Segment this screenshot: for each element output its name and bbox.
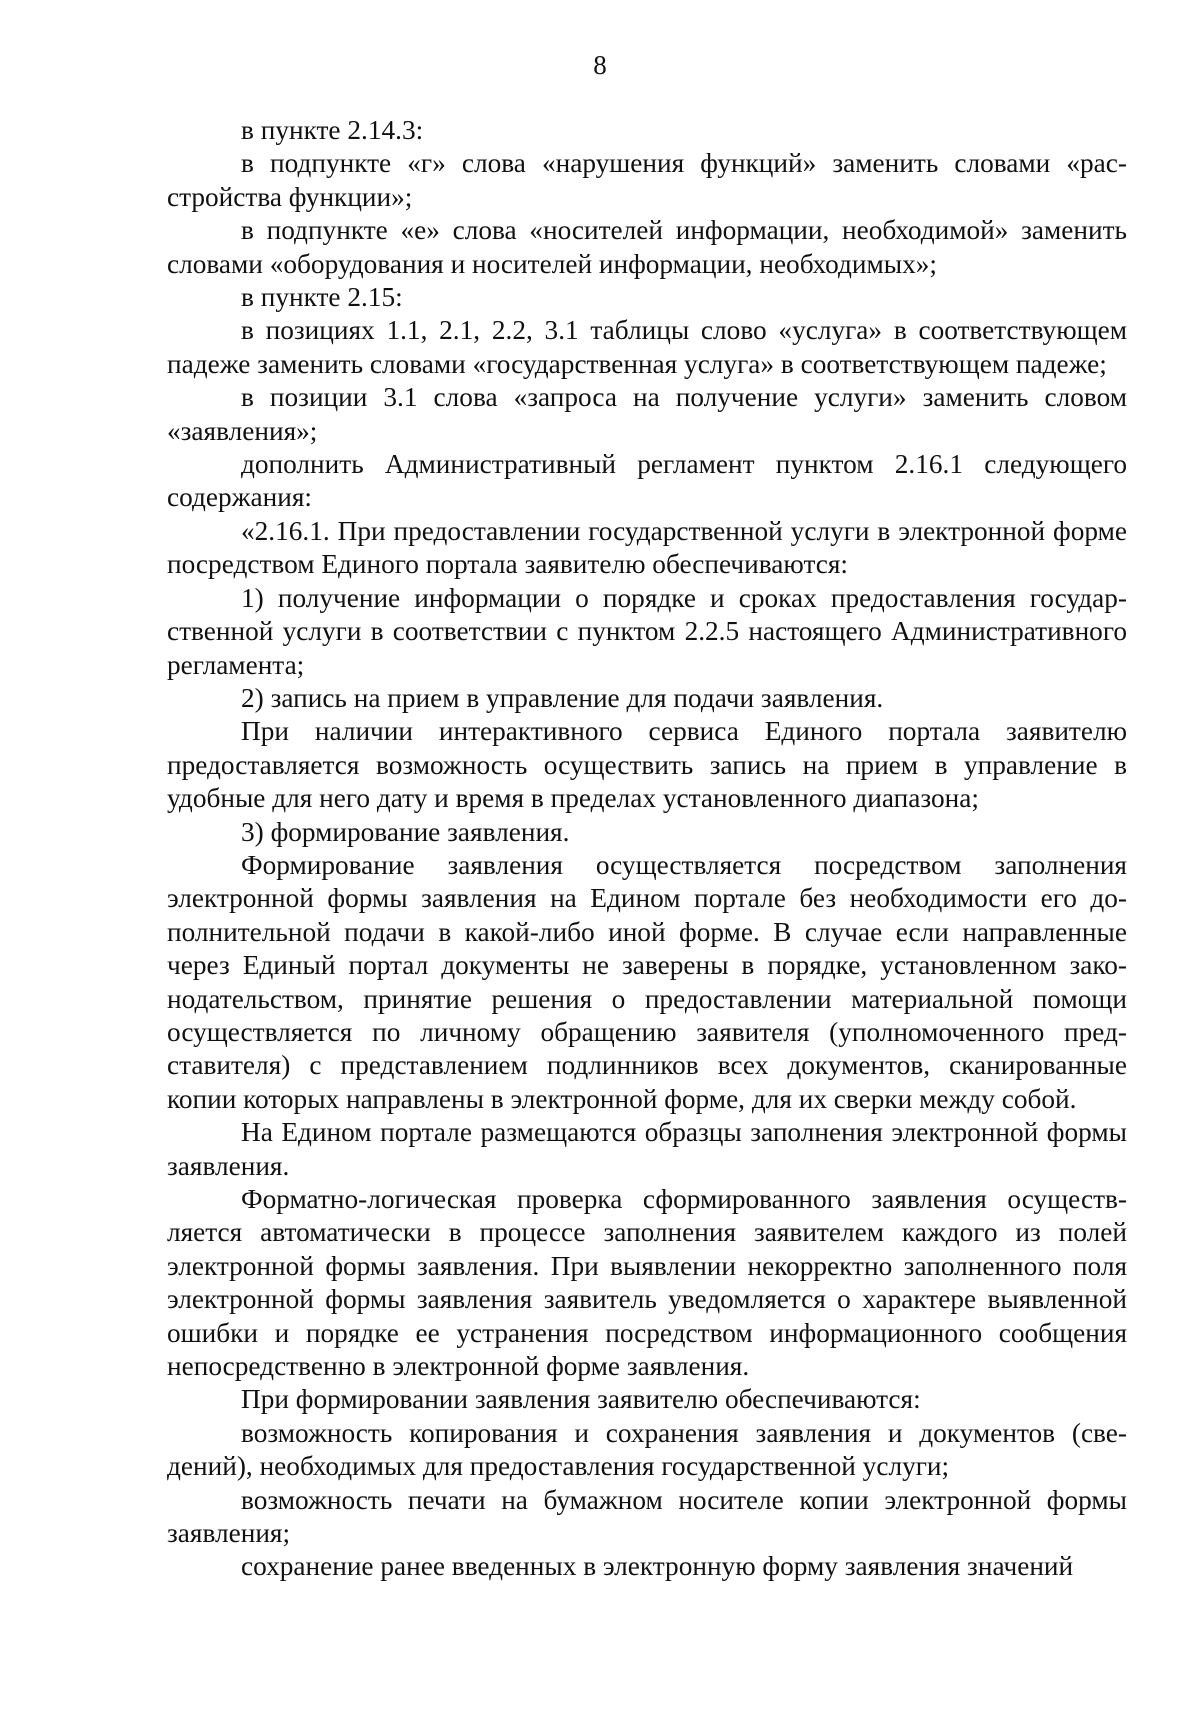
paragraph: в позиции 3.1 слова «запроса на получение услуги» заменить словом «заявления»; [167,382,1127,446]
paragraph: 1) получение информации о порядке и сроках предоставления государственной услуги в соответствии с пунктом 2.2.5 настоящего Административного регламента; [167,582,1127,680]
paragraph: в подпункте «г» слова «нарушения функций» заменить словами «расстройства функции»; [167,148,1127,212]
paragraph: На Едином портале размещаются образцы заполнения электронной формы заявления. [167,1117,1127,1181]
paragraph: сохранение ранее введенных в электронную форму заявления значений [241,1551,1074,1582]
paragraph: 3) формирование заявления. [241,816,570,847]
paragraph: «2.16.1. При предоставлении государственной услуги в электронной форме посредством Единого портала заявителю обеспечиваются: [167,515,1127,580]
paragraph: дополнить Административный регламент пунктом 2.16.1 следующего содержания: [167,449,1127,513]
paragraph: возможность печати на бумажном носителе копии электронной формы заявления; [167,1484,1127,1549]
document-body [167,114,1127,1584]
paragraph: в пункте 2.15: [241,282,403,313]
paragraph: Формирование заявления осуществляется посредством заполнения электронной формы заявления на Едином портале без необходимости его дополнительной подачи в какой-либо иной форме. В случае если направленные через Единый портал документы не заверены в порядке, установленном законодательством, принятие решения о предоставлении материальной помощи осуществляется по личному обращению заявителя (уполномоченного представителя) с представлением подлинников всех документов, сканированные копии которых направлены в электронной форме, для их сверки между собой. [167,849,1127,1114]
paragraph: 2) запись на прием в управление для подачи заявления. [241,682,884,713]
paragraph: в подпункте «е» слова «носителей информации, необходимой» заменить словами «оборудования и носителей информации, необходимых»; [167,215,1127,279]
paragraph: При наличии интерактивного сервиса Единого портала заявителю предоставляется возможность осуществить запись на прием в управление в удобные для него дату и время в пределах установленного диапазона; [167,716,1127,814]
paragraph: возможность копирования и сохранения заявления и документов (сведений), необходимых для предоставления государственной услуги; [167,1417,1127,1482]
page-number: 8 [593,50,607,80]
paragraph: При формировании заявления заявителю обеспечиваются: [241,1384,921,1415]
paragraph: в пункте 2.14.3: [241,115,424,145]
paragraph: Форматно-логическая проверка сформированного заявления осуществляется автоматически в процессе заполнения заявителем каждого из полей электронной формы заявления. При выявлении некорректно заполненного поля электронной формы заявления заявитель уведомляется о характере выявленной ошибки и порядке ее устранения посредством информационного сообщения непосредственно в электронной форме заявления. [167,1184,1127,1382]
paragraph: в позициях 1.1, 2.1, 2.2, 3.1 таблицы слово «услуга» в соответствующем падеже заменить словами «государственная услуга» в соответствующем падеже; [167,315,1127,379]
